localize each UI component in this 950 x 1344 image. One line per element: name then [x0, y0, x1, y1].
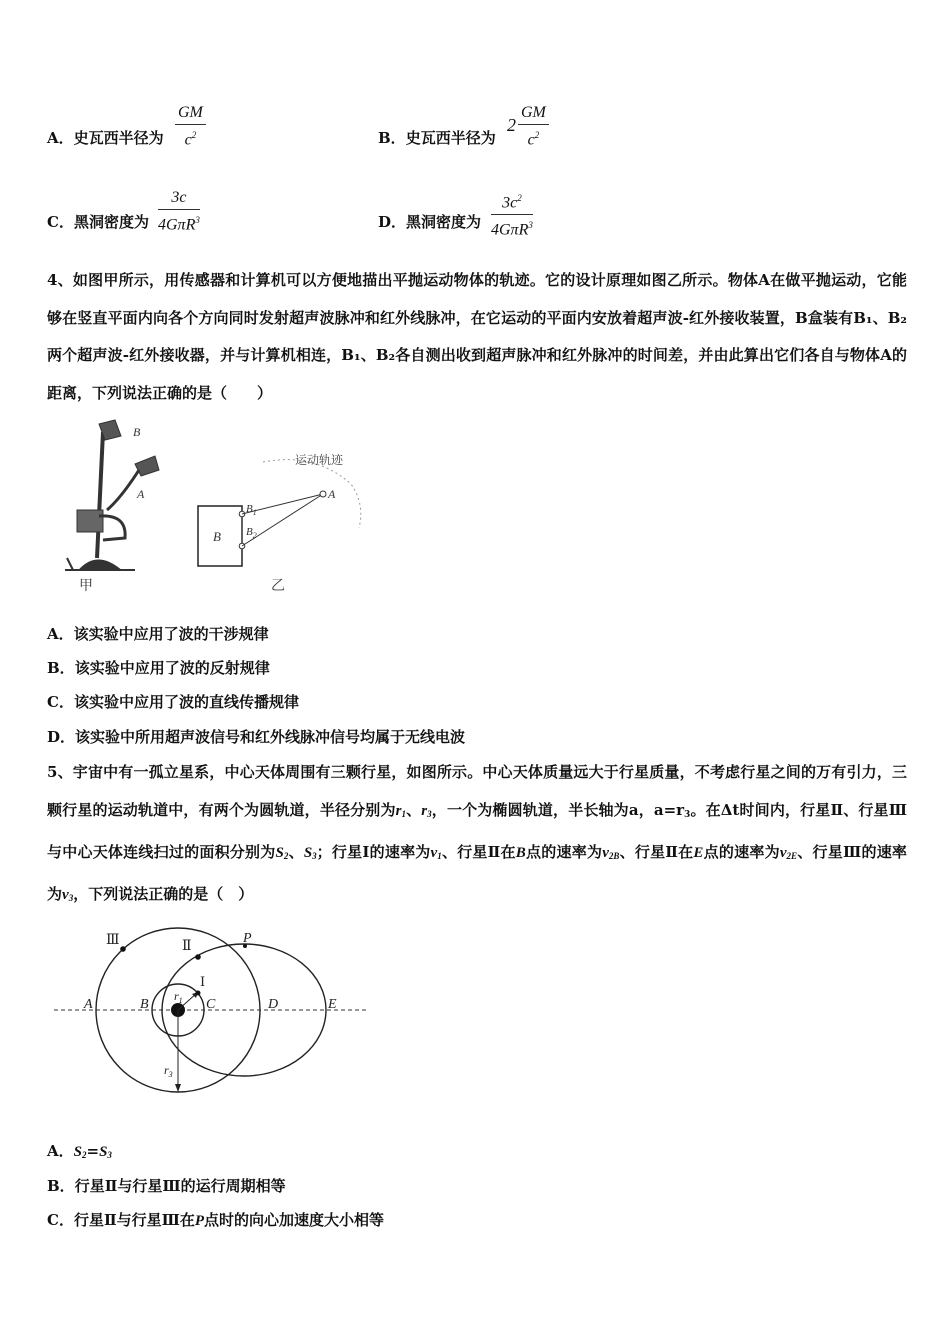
option-text: 该实验中应用了波的直线传播规律 [73, 693, 299, 711]
q4-option-a [47, 624, 269, 644]
option-text: 史瓦西半径为 [73, 129, 164, 147]
option-text: 行星Ⅱ与行星Ⅲ在 [73, 1211, 195, 1229]
radius-r3-arrow [175, 1084, 181, 1092]
q3-option-a [47, 128, 164, 148]
numerator: 3c [502, 194, 518, 212]
option-label: D． [47, 728, 76, 746]
q3-option-c-fraction [158, 189, 200, 234]
option-label: C． [47, 1211, 74, 1229]
yi-label: 乙 [271, 579, 285, 594]
option-text: 行星Ⅱ与行星Ⅲ的运行周期相等 [74, 1177, 286, 1195]
object-A [320, 491, 326, 497]
option-label: A． [47, 1142, 74, 1160]
denominator-exponent: 3 [528, 220, 533, 231]
option-label: C． [47, 213, 74, 231]
denominator-exponent: 2 [191, 130, 197, 140]
label-III: Ⅲ [106, 933, 120, 948]
q3-option-b [378, 128, 496, 148]
denominator: c [184, 131, 192, 149]
q3-option-b-fraction [518, 104, 549, 149]
q5-orbit-figure [50, 920, 370, 1100]
label-r1: $r_1$ [174, 989, 183, 1005]
q5-option-b [47, 1176, 286, 1196]
denominator: 4GπR [491, 221, 529, 239]
label-A: A [84, 997, 93, 1012]
label-I: Ⅰ [200, 974, 206, 989]
option-text: 该实验中所用超声波信号和红外线脉冲信号均属于无线电波 [75, 728, 466, 746]
option-text: 该实验中应用了波的反射规律 [74, 659, 270, 677]
q3-option-c [47, 212, 149, 232]
label-B1: $B_1$ [246, 503, 257, 517]
q5-option-c: C．行星Ⅱ与行星Ⅲ在P点时的向心加速度大小相等 [47, 1211, 385, 1229]
q5-stem: 5、宇宙中有一孤立星系，中心天体周围有三颗行星，如图所示。中心天体质量远大于行星质量，不考虑行星之间的万有引力，三颗行星的运动轨道中，有两个为圆轨道，半径分别为$r_1$、$r_3$，一个为椭圆轨道，半长轴为a，$a=r_3$。在Δt时间内，行星Ⅱ、行星Ⅲ与中心天体连线扫过的面积分别为$S_2$、$S_3$；行星Ⅰ的速率为$v_1$、行星Ⅱ在B点的速率为$v_{2B}$、行星Ⅱ在E点的速率为$v_{2E}$、行星Ⅲ的速率为$v_3$，下列说法正确的是（ ） [47, 763, 907, 903]
q4-stem: 4、如图甲所示，用传感器和计算机可以方便地描出平抛运动物体的轨迹。它的设计原理如图乙所示。物体A在做平抛运动，它能够在竖直平面内向各个方向同时发射超声波脉冲和红外线脉冲，在它运动的平面内安放着超声波-红外接收装置，B盒装有B₁、B₂两个超声波-红外接收器，并与计算机相连，B₁、B₂各自测出收到超声脉冲和红外脉冲的时间差，并由此算出它们各自与物体A的距离，下列说法正确的是（ ） [47, 271, 907, 402]
q3-option-d-fraction [491, 189, 533, 240]
apparatus-pole [97, 432, 103, 558]
stand-base [79, 560, 121, 570]
label-r3: $r_3$ [164, 1063, 173, 1079]
q4-option-b [47, 658, 270, 678]
planet-III [120, 946, 126, 952]
label-E: E [328, 997, 337, 1012]
q4-option-c [47, 692, 299, 712]
option-label: B． [378, 129, 406, 147]
box-label-B: B [213, 529, 221, 544]
option-label: B． [47, 1177, 75, 1195]
label-A: A [328, 487, 336, 501]
apparatus-illustration [65, 420, 159, 570]
option-text-2: 点时的向心加速度大小相等 [204, 1211, 385, 1229]
jia-label-B: B [133, 425, 141, 439]
planet-I [196, 991, 201, 996]
label-D: D [268, 997, 279, 1012]
option-label: B． [47, 659, 75, 677]
q5-option-a: A．$S_2=S_3$ [47, 1142, 112, 1160]
denominator: c [527, 131, 535, 149]
label-II: Ⅱ [182, 939, 192, 954]
option-label: D． [378, 213, 407, 231]
denominator-exponent: 2 [534, 130, 540, 140]
label-B2: $B_2$ [246, 526, 257, 540]
denominator: 4GπR [158, 216, 196, 234]
label-B: B [140, 997, 149, 1012]
denominator-exponent: 3 [195, 215, 200, 225]
option-text: 史瓦西半径为 [405, 129, 496, 147]
jia-label-A: A [137, 487, 145, 501]
option-text: 黑洞密度为 [406, 213, 482, 231]
option-label: A． [47, 129, 74, 147]
option-text: 该实验中应用了波的干涉规律 [73, 625, 269, 643]
q3-option-b-coefficient: 2 [507, 115, 516, 135]
trajectory-curve [263, 460, 361, 528]
planet-II [195, 954, 201, 960]
q3-option-d [378, 212, 481, 232]
numerator: 3c [158, 189, 200, 210]
trajectory-label: 运动轨迹 [295, 453, 344, 467]
jia-label: 甲 [79, 579, 93, 594]
label-P: P [243, 931, 252, 946]
clamp [77, 510, 103, 532]
label-C: C [206, 997, 216, 1012]
numerator-exponent: 2 [517, 193, 522, 203]
numerator: GM [518, 104, 549, 125]
option-label: C． [47, 693, 74, 711]
option-label: A． [47, 625, 74, 643]
cable [67, 558, 73, 570]
q4-option-d [47, 727, 465, 747]
option-text: 黑洞密度为 [73, 213, 149, 231]
q4-figure [55, 418, 385, 598]
numerator: GM [175, 104, 206, 125]
q3-option-a-fraction [175, 104, 206, 149]
track [107, 470, 139, 510]
